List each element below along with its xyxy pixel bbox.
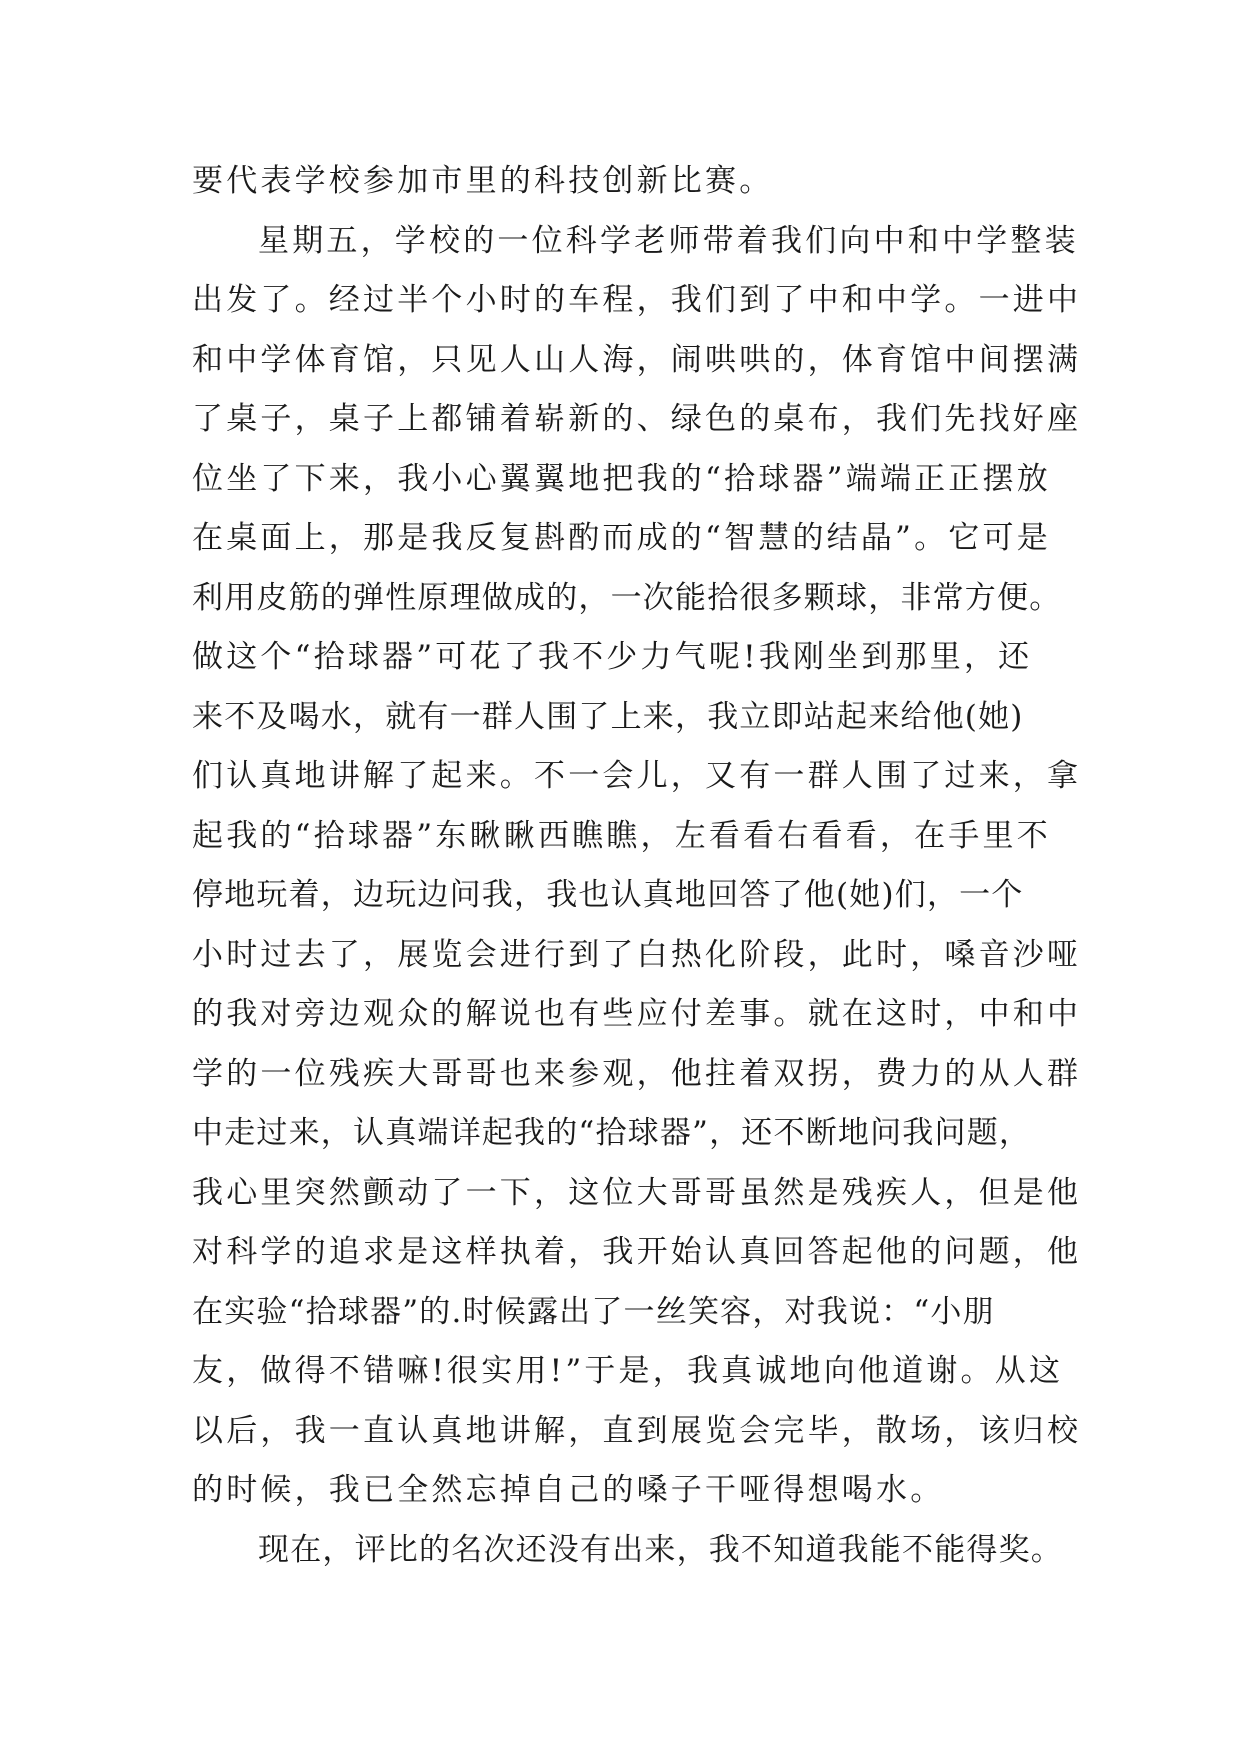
text-line-3: 出发了。经过半个小时的车程，我们到了中和中学。一进中 <box>192 282 1082 318</box>
text-line-9: 做这个“拾球器”可花了我不少力气呢!我刚坐到那里，还 <box>192 639 1033 675</box>
essay-body <box>192 152 1082 1580</box>
text-line-24: 现在，评比的名次还没有出来，我不知道我能不能得奖。 <box>258 1531 1063 1568</box>
text-line-17: 中走过来，认真端详起我的“拾球器”，还不断地问我问题， <box>192 1115 1032 1151</box>
text-line-1: 要代表学校参加市里的科技创新比赛。 <box>192 163 774 199</box>
text-line-8: 利用皮筋的弹性原理做成的，一次能拾很多颗球，非常方便。 <box>192 579 1062 616</box>
text-line-5: 了桌子，桌子上都铺着崭新的、绿色的桌布，我们先找好座 <box>192 401 1082 437</box>
text-line-14: 小时过去了，展览会进行到了白热化阶段，此时，嗓音沙哑 <box>192 936 1082 973</box>
text-line-15: 的我对旁边观众的解说也有些应付差事。就在这时，中和中 <box>192 996 1082 1032</box>
text-line-7: 在桌面上，那是我反复斟酌而成的“智慧的结晶”。它可是 <box>192 520 1051 556</box>
text-line-13: 停地玩着，边玩边问我，我也认真地回答了他(她)们，一个 <box>192 877 1024 913</box>
text-line-23: 的时候，我已全然忘掉自己的嗓子干哑得想喝水。 <box>192 1472 945 1508</box>
text-line-16: 学的一位残疾大哥哥也来参观，他拄着双拐，费力的从人群 <box>192 1055 1082 1092</box>
text-line-20: 在实验“拾球器”的.时候露出了一丝笑容，对我说：“小朋 <box>192 1293 995 1330</box>
text-line-12: 起我的“拾球器”东瞅瞅西瞧瞧，左看看右看看，在手里不 <box>192 817 1051 854</box>
text-line-22: 以后，我一直认真地讲解，直到展览会完毕，散场，该归校 <box>192 1412 1082 1449</box>
text-line-4: 和中学体育馆，只见人山人海，闹哄哄的，体育馆中间摆满 <box>192 341 1082 378</box>
text-line-2: 星期五，学校的一位科学老师带着我们向中和中学整装 <box>258 222 1079 259</box>
text-line-21: 友，做得不错嘛!很实用!”于是，我真诚地向他道谢。从这 <box>192 1353 1064 1389</box>
text-line-18: 我心里突然颤动了一下，这位大哥哥虽然是残疾人，但是他 <box>192 1174 1082 1211</box>
text-line-10: 来不及喝水，就有一群人围了上来，我立即站起来给他(她) <box>192 698 1024 735</box>
text-line-19: 对科学的追求是这样执着，我开始认真回答起他的问题，他 <box>192 1234 1082 1270</box>
text-line-6: 位坐了下来，我小心翼翼地把我的“拾球器”端端正正摆放 <box>192 460 1051 497</box>
text-line-11: 们认真地讲解了起来。不一会儿，又有一群人围了过来，拿 <box>192 758 1082 794</box>
